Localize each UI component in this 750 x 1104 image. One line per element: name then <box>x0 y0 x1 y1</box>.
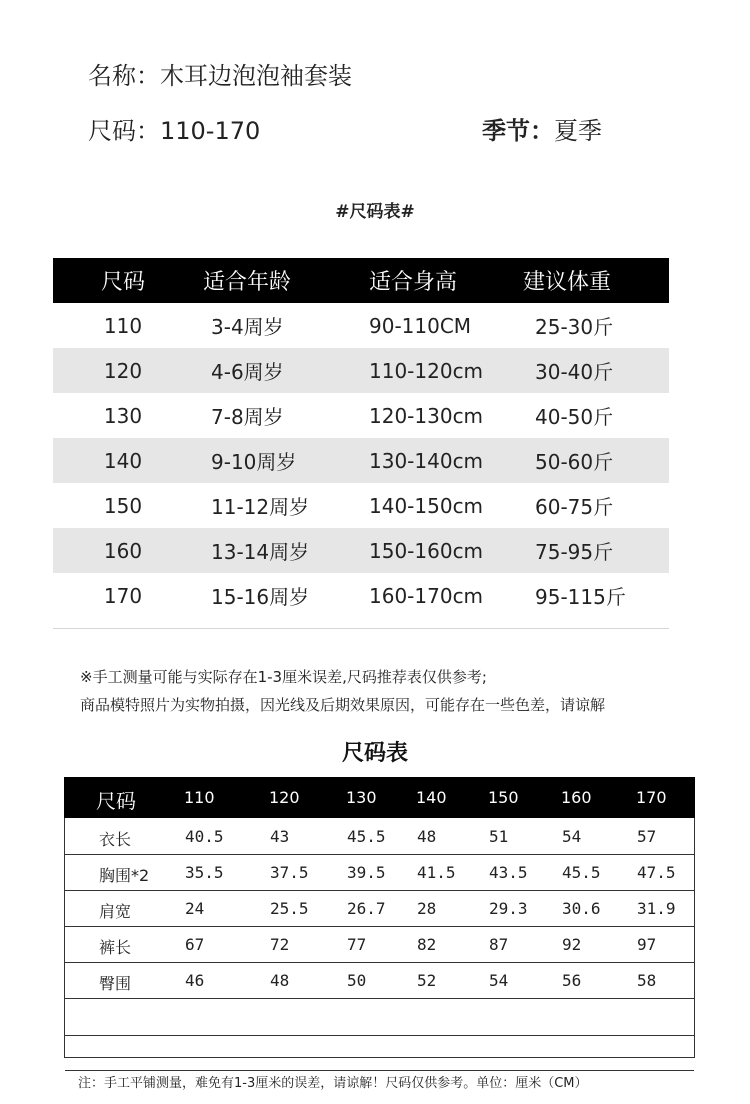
measurement-note: ※手工测量可能与实际存在1-3厘米误差,尺码推荐表仅供参考; <box>80 668 487 686</box>
season <box>482 111 602 146</box>
size-column-header: 110 <box>184 788 215 807</box>
table-cell: 25.5 <box>270 899 309 918</box>
header-cell: 尺码 <box>100 270 145 295</box>
table-cell: 9-10周岁 <box>211 450 297 474</box>
table-cell: 110-120cm <box>369 358 484 383</box>
size-table-body <box>53 303 669 618</box>
size-column-header: 160 <box>561 788 592 807</box>
table-cell: 31.9 <box>637 899 676 918</box>
table-cell: 120-130cm <box>369 403 484 428</box>
size-column-header: 120 <box>269 788 300 807</box>
table-cell: 72 <box>270 935 290 954</box>
table-cell: 77 <box>347 935 367 954</box>
table-row <box>53 393 669 438</box>
table-cell: 67 <box>185 935 205 954</box>
table-cell: 11-12周岁 <box>211 495 310 519</box>
table-cell: 47.5 <box>637 863 676 882</box>
table-cell: 28 <box>417 899 437 918</box>
table-cell: 82 <box>417 935 437 954</box>
table-cell: 160-170cm <box>369 583 484 608</box>
row-label: 肩宽 <box>99 902 132 921</box>
table-cell: 7-8周岁 <box>211 405 284 429</box>
table-cell: 92 <box>562 935 582 954</box>
table-cell: 45.5 <box>562 863 601 882</box>
table-cell: 95-115斤 <box>535 585 626 609</box>
table-cell: 4-6周岁 <box>211 360 284 384</box>
table-cell: 150 <box>103 493 143 518</box>
table-cell: 3-4周岁 <box>211 315 284 339</box>
table-cell: 75-95斤 <box>535 540 614 564</box>
table-cell: 24 <box>185 899 205 918</box>
size-table-header <box>53 258 669 303</box>
table-cell: 120 <box>103 358 143 383</box>
product-name-label: 名称： <box>88 62 160 90</box>
table-row <box>53 573 669 618</box>
header-label: 尺码 <box>96 789 136 813</box>
header-cell: 适合身高 <box>369 270 458 295</box>
table-cell: 57 <box>637 827 657 846</box>
table-cell: 35.5 <box>185 863 224 882</box>
table-cell: 52 <box>417 971 437 990</box>
table-row <box>53 483 669 528</box>
table-cell: 150-160cm <box>369 538 484 563</box>
season-label: 季节： <box>482 117 554 145</box>
table-cell: 37.5 <box>270 863 309 882</box>
table-cell: 40-50斤 <box>535 405 614 429</box>
size-range <box>88 111 260 146</box>
size-column-header: 140 <box>416 788 447 807</box>
size-range-label: 尺码： <box>88 117 160 145</box>
size-column-header: 150 <box>488 788 519 807</box>
row-label: 衣长 <box>99 830 132 849</box>
table-cell: 60-75斤 <box>535 495 614 519</box>
table-cell: 48 <box>417 827 437 846</box>
table-cell: 13-14周岁 <box>211 540 310 564</box>
table-cell: 26.7 <box>347 899 386 918</box>
header-cell: 适合年龄 <box>203 270 292 295</box>
table-cell: 50-60斤 <box>535 450 614 474</box>
table-cell: 140 <box>103 448 143 473</box>
table-cell: 87 <box>489 935 509 954</box>
table-row <box>53 528 669 573</box>
measurement-table-header <box>64 777 695 818</box>
table-cell: 41.5 <box>417 863 456 882</box>
color-note: 商品模特照片为实物拍摄，因光线及后期效果原因，可能存在一些色差，请谅解 <box>80 696 606 714</box>
table-cell: 25-30斤 <box>535 315 614 339</box>
table-cell: 54 <box>562 827 582 846</box>
table-cell: 90-110CM <box>369 313 472 338</box>
table-cell: 45.5 <box>347 827 386 846</box>
size-recommendation-table <box>53 258 669 618</box>
size-range-value: 110-170 <box>160 117 261 145</box>
table-divider <box>53 628 669 629</box>
table-cell: 39.5 <box>347 863 386 882</box>
table-row <box>65 854 694 891</box>
product-name <box>88 56 352 91</box>
table-cell: 15-16周岁 <box>211 585 310 609</box>
table-row <box>53 303 669 348</box>
table-cell: 58 <box>637 971 657 990</box>
table-cell: 51 <box>489 827 509 846</box>
table-cell: 29.3 <box>489 899 528 918</box>
table-row <box>65 926 694 963</box>
footnote: 注：手工平铺测量，难免有1-3厘米的误差，请谅解！尺码仅供参考。单位：厘米（CM） <box>78 1076 588 1091</box>
table-cell: 43.5 <box>489 863 528 882</box>
table-cell: 46 <box>185 971 205 990</box>
row-label: 裤长 <box>99 938 132 957</box>
table-cell: 43 <box>270 827 290 846</box>
table-cell: 130-140cm <box>369 448 484 473</box>
table-cell: 140-150cm <box>369 493 484 518</box>
row-label: 臀围 <box>99 974 132 993</box>
table-row <box>53 348 669 393</box>
size-table-title: #尺码表# <box>335 202 415 222</box>
table-cell: 30-40斤 <box>535 360 614 384</box>
table-row <box>65 818 694 855</box>
table-cell: 160 <box>103 538 143 563</box>
table-row <box>65 890 694 927</box>
table-row <box>53 438 669 483</box>
table-cell: 54 <box>489 971 509 990</box>
table-cell: 110 <box>103 313 143 338</box>
size-column-header: 130 <box>346 788 377 807</box>
header-cell: 建议体重 <box>523 270 612 295</box>
table-cell: 130 <box>103 403 143 428</box>
table-cell: 30.6 <box>562 899 601 918</box>
table-cell: 56 <box>562 971 582 990</box>
table-cell: 40.5 <box>185 827 224 846</box>
table-row <box>65 962 694 999</box>
empty-row <box>65 998 694 1036</box>
size-column-header: 170 <box>636 788 667 807</box>
table-cell: 50 <box>347 971 367 990</box>
table-cell: 48 <box>270 971 290 990</box>
row-label: 胸围*2 <box>99 866 150 885</box>
season-value: 夏季 <box>554 117 602 145</box>
table-cell: 97 <box>637 935 657 954</box>
table-cell: 170 <box>103 583 143 608</box>
measurement-table <box>64 777 695 1058</box>
product-name-value: 木耳边泡泡袖套装 <box>160 62 352 90</box>
measurement-table-title: 尺码表 <box>341 741 408 766</box>
empty-row <box>65 1035 694 1071</box>
